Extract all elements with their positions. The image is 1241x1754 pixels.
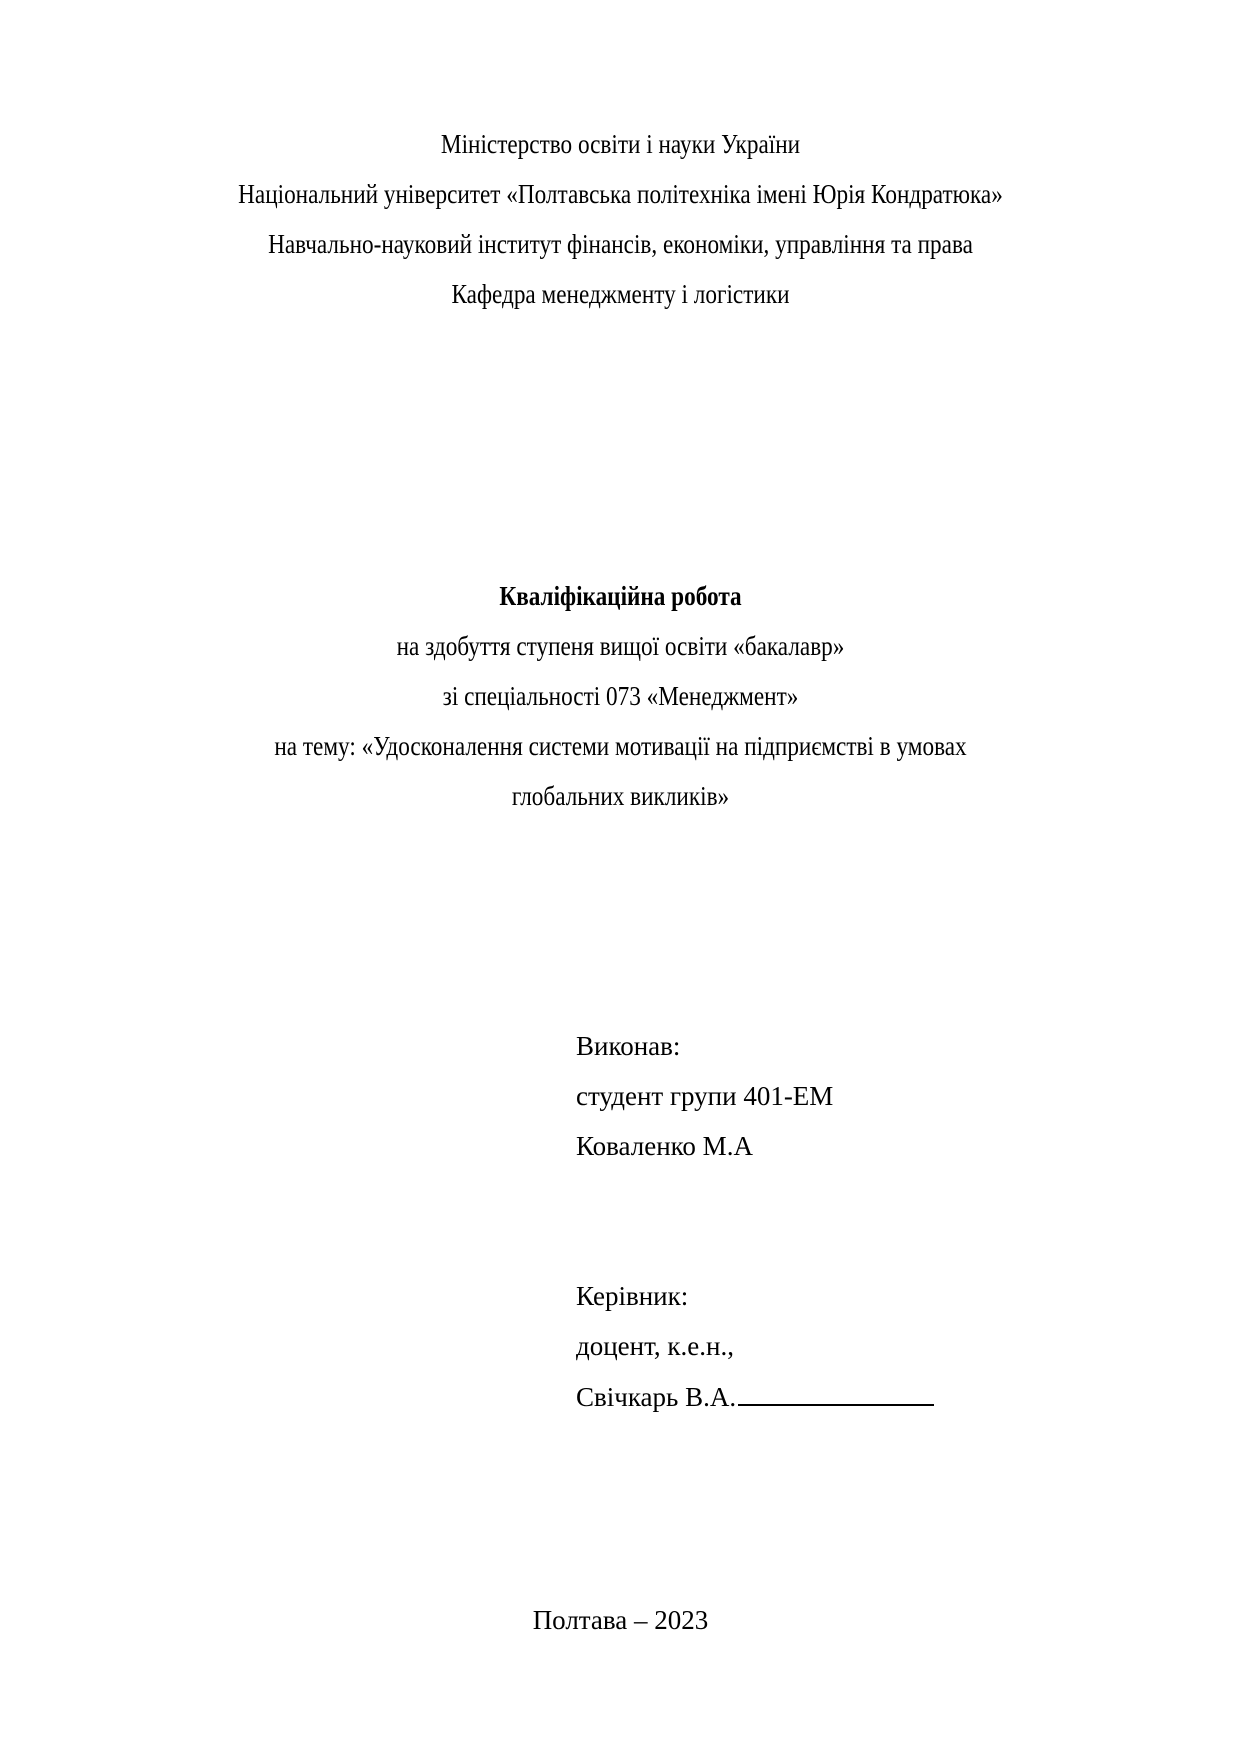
degree-line: на здобуття ступеня вищої освіти «бакалавр»: [396, 631, 845, 661]
specialty-line: зі спеціальності 073 «Менеджмент»: [442, 681, 799, 711]
work-title: Кваліфікаційна робота: [499, 581, 742, 611]
supervisor-label: Керівник:: [576, 1281, 689, 1311]
supervisor-row: [576, 1380, 934, 1413]
university-line: Національний університет «Полтавська політехніка імені Юрія Кондратюка»: [238, 179, 1003, 209]
ministry-line: Міністерство освіти і науки України: [440, 129, 801, 159]
topic-line-1: на тему: «Удосконалення системи мотивації на підприємстві в умовах: [274, 731, 967, 761]
department-line: Кафедра менеджменту і логістики: [451, 279, 790, 309]
institute-line: Навчально-науковий інститут фінансів, економіки, управління та права: [268, 229, 973, 259]
author-name: Коваленко М.А: [576, 1131, 753, 1161]
signature-line: [738, 1380, 934, 1406]
city-year: Полтава – 2023: [532, 1605, 709, 1635]
author-group: студент групи 401-ЕМ: [576, 1081, 834, 1111]
topic-line-2: глобальних викликів»: [511, 781, 730, 811]
supervisor-name: Свічкарь В.А.: [576, 1382, 737, 1412]
author-label: Виконав:: [576, 1031, 681, 1061]
supervisor-position: доцент, к.е.н.,: [576, 1331, 734, 1361]
